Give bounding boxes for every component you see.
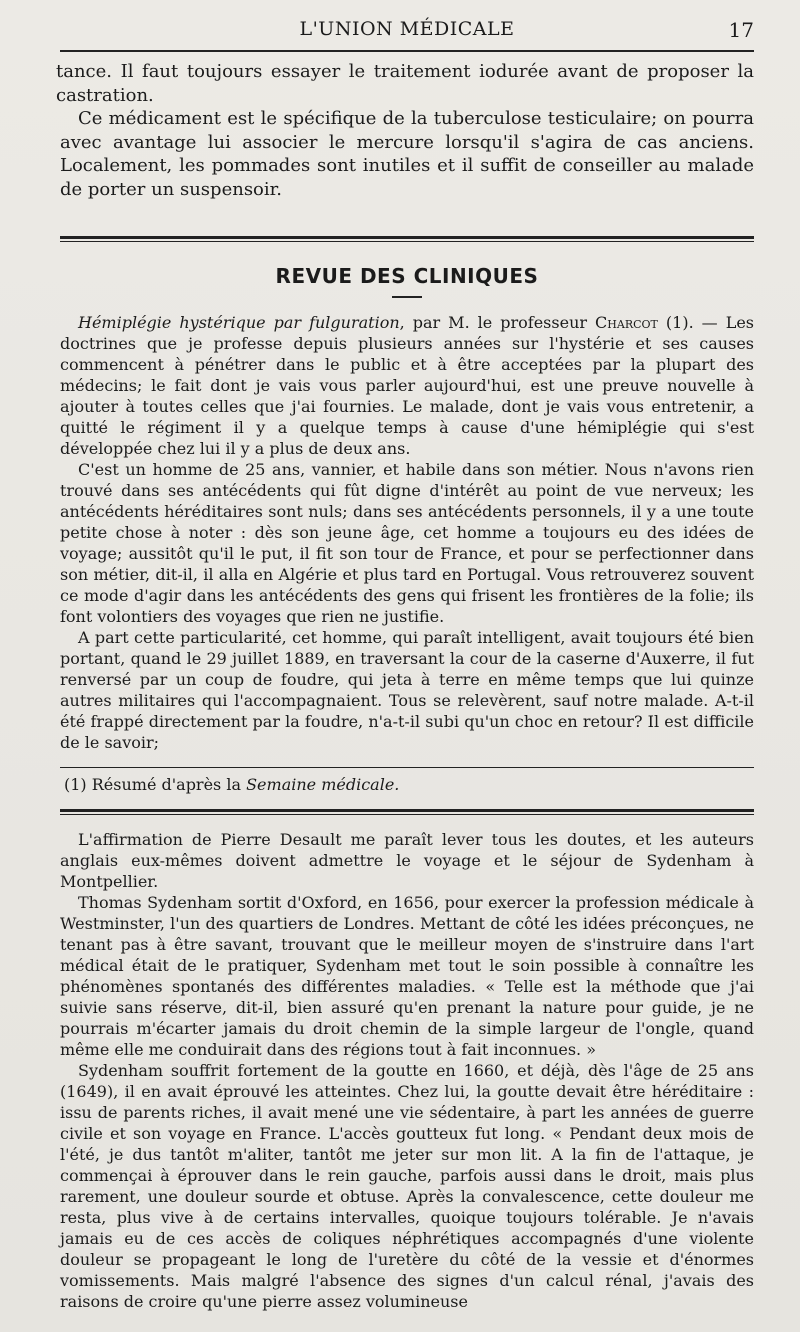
footnote-ref: (1). —: [657, 312, 726, 332]
byline: , par M. le professeur: [399, 312, 596, 332]
paragraph: C'est un homme de 25 ans, vannier, et habile dans son métier. Nous n'avons rien trouvé dans ses antécédents qui fût digne d'intérêt au point de vue nerveux; les antécédents héréditaires sont nuls; dans ses antécédents personnels, il y a une toute petite chose à noter : dès son jeune âge, cet homme a toujours eu des idées de voyage; aussitôt qu'il le put, il fit son tour de France, et pour se perfectionner dans son métier, dit-il, il alla en Algérie et plus tard en Portugal. Vous retrouverez souvent ce mode d'agir dans les antécédents des gens qui frisent les frontières de la folie; ils font volontiers des voyages que rien ne justifie.: [60, 459, 754, 626]
section-title: REVUE DES CLINIQUES: [275, 263, 539, 288]
top-article: [56, 60, 754, 202]
author-name: Charcot: [595, 312, 658, 332]
paragraph: L'affirmation de Pierre Desault me paraît lever tous les doutes, et les auteurs anglais eux-mêmes doivent admettre le voyage et le séjour de Sydenham à Montpellier.: [60, 829, 754, 891]
title-ornament-rule: [392, 296, 422, 298]
section-divider: [60, 809, 754, 815]
paragraph: Thomas Sydenham sortit d'Oxford, en 1656, pour exercer la profession médicale à Westminster, l'un des quartiers de Londres. Mettant de côté les idées préconçues, ne tenant pas à être savant, trouvant que le meilleur moyen de s'instruire dans l'art médical était de le pratiquer, Sydenham met tout le soin possible à connaître les phénomènes spontanés des différentes maladies. « Telle est la méthode que j'ai suivie sans réserve, dit-il, bien assuré qu'en prenant la nature pour guide, je ne pourrais m'écarter jamais du droit chemin de la simple largeur de l'ongle, quand même elle me conduirait dans des régions tout à fait inconnues. »: [60, 892, 754, 1059]
footnote-rule: [60, 767, 754, 768]
article-title: Hémiplégie hystérique par fulguration: [78, 312, 400, 332]
footnote-text: (1) Résumé d'après la: [64, 774, 247, 794]
page-number: 17: [728, 18, 754, 42]
footnote: [60, 774, 754, 795]
journal-title: L'UNION MÉDICALE: [299, 18, 515, 40]
running-header: [60, 12, 754, 44]
paragraph: Sydenham souffrit fortement de la goutte en 1660, et déjà, dès l'âge de 25 ans (1649), il en avait éprouvé les atteintes. Chez lui, la goutte devait être héréditaire : issu de parents riches, il avait mené une vie sédentaire, à part les années de guerre civile et son voyage en France. L'accès goutteux fut long. « Pendant deux mois de l'été, je dus tantôt m'aliter, tantôt me jeter sur mon lit. A la fin de l'attaque, je commençai à éprouver dans le rein gauche, parfois aussi dans le droit, mais plus rarement, une douleur sourde et obtuse. Après la convalescence, cette douleur me resta, plus vive à de certains intervalles, quoique toujours tolérable. Je n'avais jamais eu de ces accès de coliques néphrétiques accompagnés d'une violente douleur se propageant le long de l'uretère du côté de la vessie et d'énormes vomissements. Mais malgré l'absence des signes d'un calcul rénal, j'avais des raisons de croire qu'une pierre assez volumineuse: [60, 1060, 754, 1311]
section-divider: [60, 236, 754, 242]
footnote-source: Semaine médicale.: [246, 774, 400, 794]
lead-paragraph: [60, 312, 754, 459]
header-rule: [60, 50, 754, 52]
bottom-article: [60, 829, 754, 1312]
paragraph: tance. Il faut toujours essayer le traitement iodurée avant de proposer la castration.: [56, 61, 754, 106]
lead-text: Les doctrines que je professe depuis plusieurs années sur l'hystérie et ses causes commencent à pénétrer dans le public et à être acceptées par la plupart des médecins; le fait dont je vais vous parler aujourd'hui, est une preuve nouvelle à ajouter à toutes celles que j'ai fournies. Le malade, dont je vais vous entretenir, a quitté le régiment il y a quelque temps à cause d'une hémiplégie qui s'est développée chez lui il y a plus de deux ans.: [60, 312, 754, 458]
paragraph: A part cette particularité, cet homme, qui paraît intelligent, avait toujours été bien portant, quand le 29 juillet 1889, en traversant la cour de la caserne d'Auxerre, il fut renversé par un coup de foudre, qui jeta à terre en même temps que lui quinze autres militaires qui l'accompagnaient. Tous se relevèrent, sauf notre malade. A-t-il été frappé directement par la foudre, n'a-t-il subi qu'un choc en retour? Il est difficile de le savoir;: [60, 627, 754, 752]
paragraph: Ce médicament est le spécifique de la tuberculose testiculaire; on pourra avec avantage lui associer le mercure lorsqu'il s'agira de cas anciens. Localement, les pommades sont inutiles et il suffit de conseiller au malade de porter un suspensoir.: [60, 108, 754, 200]
revue-article: [60, 312, 754, 753]
